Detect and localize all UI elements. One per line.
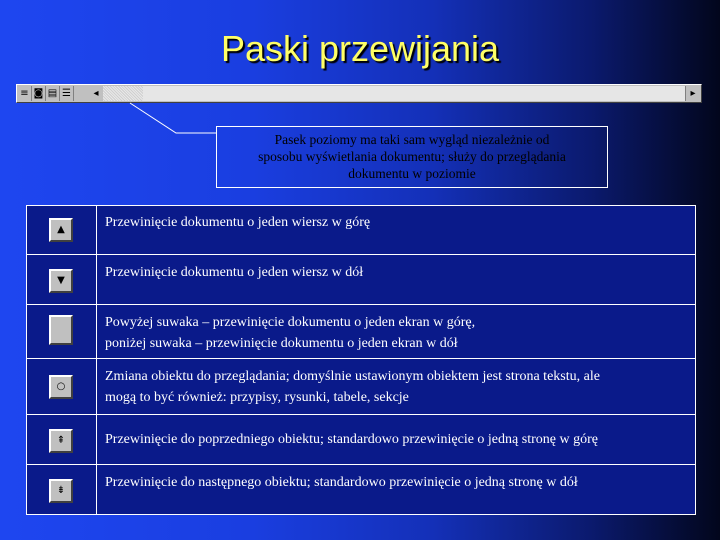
table-row xyxy=(27,358,695,414)
previous-object-icon: ⇞ xyxy=(49,429,73,453)
row-description: Przewinięcie do poprzedniego obiektu; standardowo przewinięcie o jedną stronę w górę xyxy=(105,432,598,447)
outline-view-icon[interactable]: ☰ xyxy=(60,86,74,101)
scroll-right-arrow-icon[interactable]: ▸ xyxy=(685,86,700,101)
callout-line-1: Pasek poziomy ma taki sam wygląd niezależnie od xyxy=(274,132,550,147)
row-description-line2: mogą to być również: przypisy, rysunki, tabele, sekcje xyxy=(105,390,409,405)
controls-table xyxy=(26,205,696,515)
row-description-line2: poniżej suwaka – przewinięcie dokumentu o jeden ekran w dół xyxy=(105,336,458,351)
table-row xyxy=(27,206,695,254)
table-row xyxy=(27,414,695,464)
normal-view-icon[interactable]: ≡ xyxy=(18,86,32,101)
row-description: Przewinięcie do następnego obiektu; standardowo przewinięcie o jedną stronę w dół xyxy=(105,475,578,490)
table-row xyxy=(27,254,695,304)
row-description: Powyżej suwaka – przewinięcie dokumentu o jeden ekran w górę, xyxy=(105,315,476,330)
scroll-down-arrow-icon: ▼ xyxy=(49,269,73,293)
slide-title: Paski przewijania xyxy=(220,28,500,69)
next-object-icon: ⇟ xyxy=(49,479,73,503)
table-row xyxy=(27,304,695,358)
table-row xyxy=(27,464,695,514)
scroll-left-arrow-icon[interactable]: ◂ xyxy=(89,86,103,101)
row-description: Przewinięcie dokumentu o jeden wiersz w górę xyxy=(105,215,371,230)
callout-box xyxy=(216,126,608,188)
row-description: Zmiana obiektu do przeglądania; domyślnie ustawionym obiektem jest strona tekstu, ale xyxy=(105,369,600,384)
scroll-track-icon xyxy=(49,315,73,345)
callout-line-3: dokumentu w poziomie xyxy=(348,166,476,181)
row-description: Przewinięcie dokumentu o jeden wiersz w dół xyxy=(105,265,364,280)
page-view-icon[interactable]: ▤ xyxy=(46,86,60,101)
web-view-icon[interactable]: ◙ xyxy=(32,86,46,101)
scroll-up-arrow-icon: ▲ xyxy=(49,218,73,242)
callout-line-2: sposobu wyświetlania dokumentu; służy do przeglądania xyxy=(258,149,566,164)
select-browse-object-icon: ○ xyxy=(49,375,73,399)
